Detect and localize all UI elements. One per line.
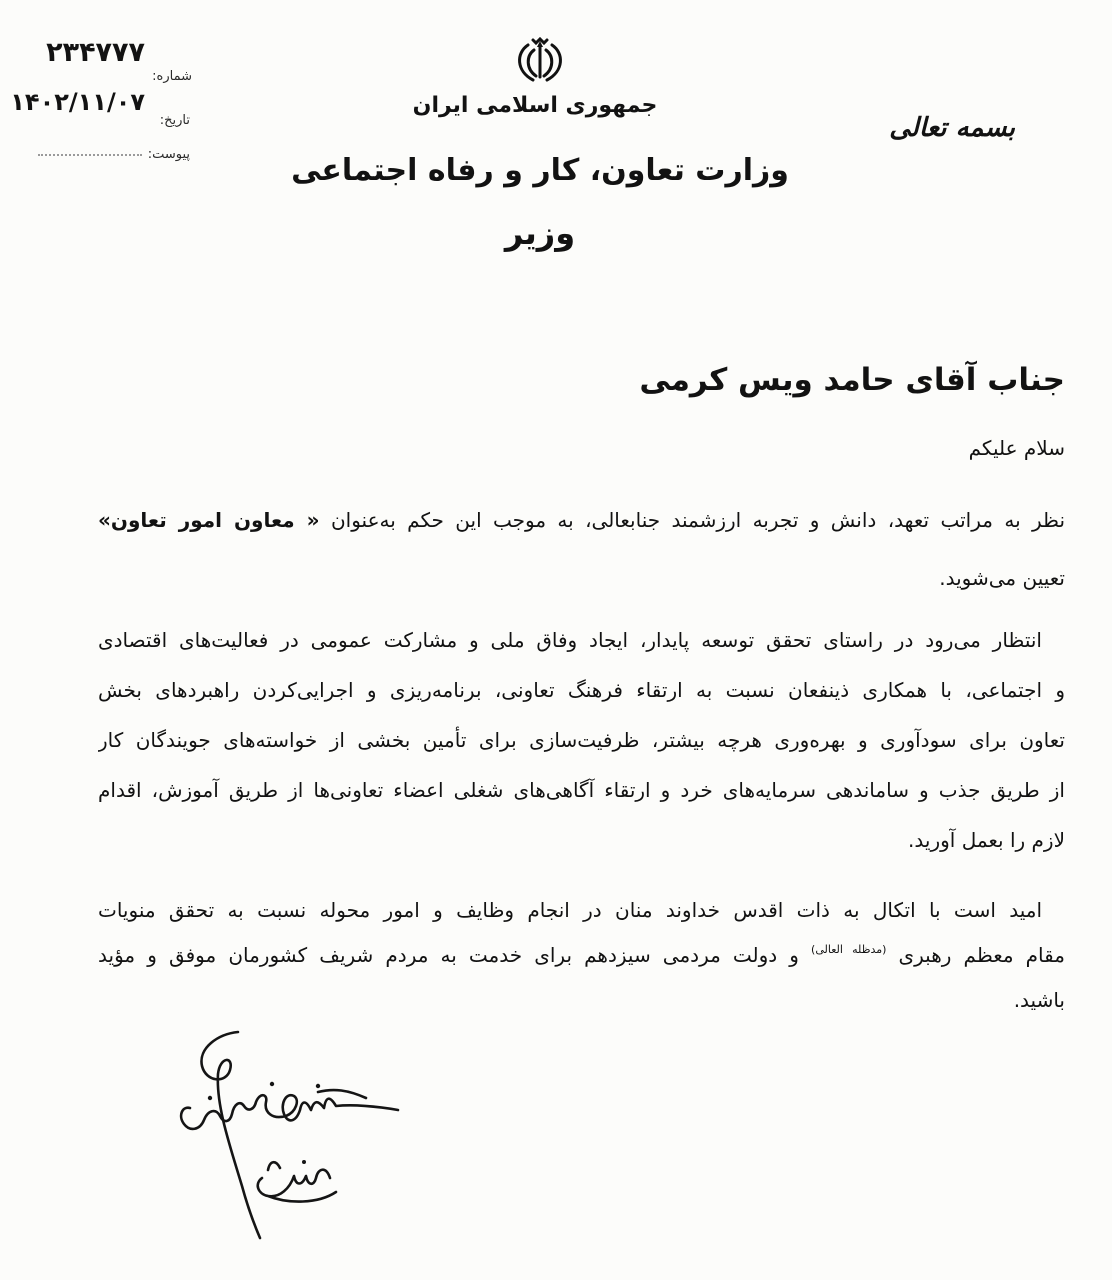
- paragraph-1-line-2: تعیین می‌شوید.: [939, 566, 1065, 590]
- paragraph-2-line-5: لازم را بعمل آورید.: [908, 828, 1065, 852]
- emblem-inner-right-crescent: [544, 50, 552, 76]
- greeting: سلام علیکم: [968, 436, 1065, 460]
- signature-stroke: [258, 1170, 336, 1202]
- paragraph-3-line-2: [98, 938, 1065, 972]
- paragraph-3-line-1: امید است با اتکال به ذات اقدس خداوند منان در انجام وظایف و امور محوله نسبت به تحقق منویات: [98, 898, 1042, 922]
- signature-dot: [208, 1096, 212, 1100]
- letter-number-label: شماره:: [152, 69, 192, 84]
- emblem-outer-right-crescent: [547, 45, 560, 80]
- signature-stroke: [201, 1032, 260, 1238]
- signature-dot: [270, 1082, 274, 1086]
- letterhead-ministry: وزارت تعاون، کار و رفاه اجتماعی: [291, 153, 789, 188]
- letter-date-label: تاریخ:: [159, 113, 190, 128]
- signature-stroke: [181, 1095, 398, 1129]
- letter-date: ۱۴۰۲/۱۱/۰۷: [10, 88, 145, 116]
- paragraph-2-line-1: انتظار می‌رود در راستای تحقق توسعه پایدار، ایجاد وفاق ملی و مشارکت عمومی در فعالیت‌های اقتصادی: [98, 628, 1042, 652]
- letter-number: ۲۳۴۷۷۷: [46, 37, 145, 68]
- paragraph-2-line-2: و اجتماعی، با همکاری ذینفعان نسبت به ارتقاء فرهنگ تعاونی، برنامه‌ریزی و اجرایی‌کردن راهبردهای بخش: [98, 678, 1065, 702]
- attachment-label: پیوست:: [147, 147, 190, 162]
- paragraph-3-line-3: باشید.: [1013, 988, 1065, 1012]
- recipient: جناب آقای حامد ویس کرمی: [639, 362, 1065, 398]
- letterhead-country: جمهوری اسلامی ایران: [412, 93, 658, 118]
- honorific: (مدظله العالی): [811, 943, 887, 956]
- invocation: بسمه تعالی: [889, 113, 1015, 143]
- signature-dot: [316, 1084, 320, 1088]
- paragraph-3-line-2-end: و دولت مردمی سیزدهم برای خدمت به مردم شریف کشورمان موفق و مؤید: [98, 943, 812, 967]
- iran-emblem-icon: [513, 36, 567, 84]
- signature-dot: [302, 1160, 306, 1164]
- attachment-dotted-line: [38, 154, 142, 156]
- signature: [168, 1026, 412, 1248]
- signature-stroke: [318, 1090, 366, 1098]
- paragraph-1-line-1: [98, 503, 1065, 537]
- signature-stroke: [268, 1162, 280, 1170]
- emblem-outer-left-crescent: [520, 45, 533, 80]
- letterhead-office: وزیر: [504, 214, 576, 252]
- paragraph-2-line-4: از طریق جذب و ساماندهی سرمایه‌های خرد و ارتقاء آگاهی‌های شغلی اعضاء تعاونی‌ها از طریق آموزش، اقدام: [98, 778, 1065, 802]
- emblem-inner-left-crescent: [528, 50, 536, 76]
- appointment-title: « معاون امور تعاون»: [98, 508, 320, 532]
- appointment-text: نظر به مراتب تعهد، دانش و تجربه ارزشمند جنابعالی، به موجب این حکم به‌عنوان: [330, 508, 1065, 532]
- paragraph-2-line-3: تعاون برای سودآوری و بهره‌وری هرچه بیشتر، ظرفیت‌سازی برای تأمین بخشی از خواسته‌های جویندگان کار: [98, 728, 1065, 752]
- paragraph-3-line-2-start: مقام معظم رهبری: [886, 943, 1065, 967]
